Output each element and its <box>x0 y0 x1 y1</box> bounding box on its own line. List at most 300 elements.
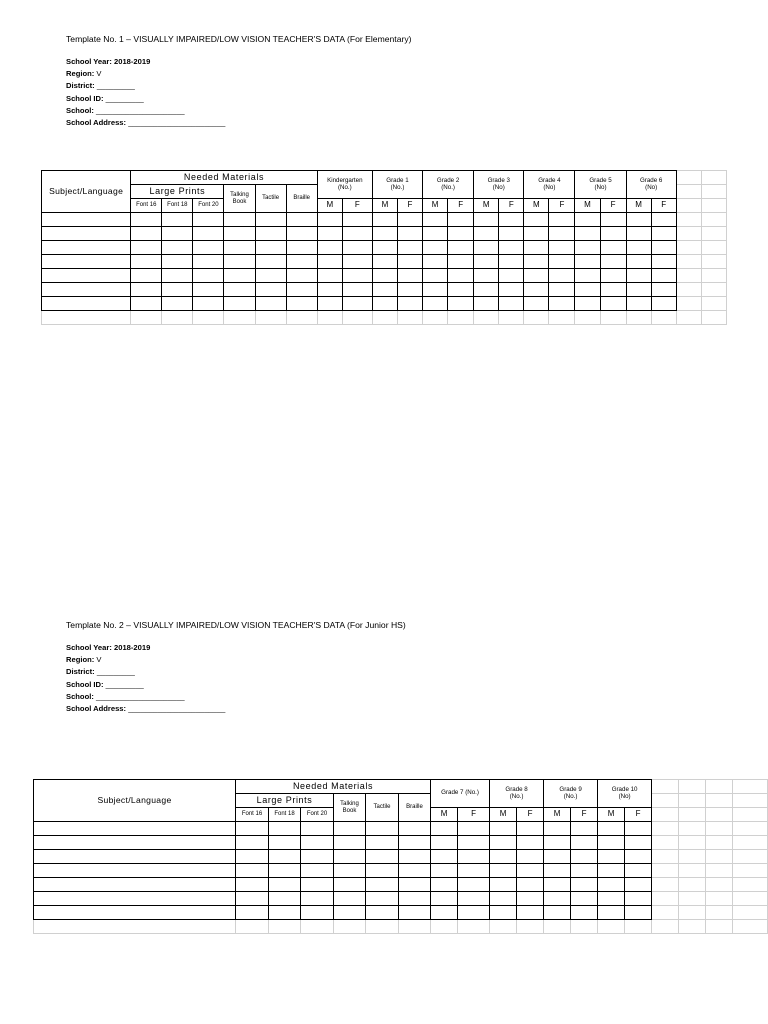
data-cell[interactable] <box>544 906 571 920</box>
data-cell[interactable] <box>342 227 372 241</box>
data-cell[interactable] <box>571 836 598 850</box>
data-cell[interactable] <box>342 283 372 297</box>
data-cell[interactable] <box>301 878 334 892</box>
data-cell[interactable] <box>224 227 255 241</box>
data-cell[interactable] <box>490 836 517 850</box>
data-cell[interactable] <box>399 822 431 836</box>
data-cell[interactable] <box>517 878 544 892</box>
data-cell[interactable] <box>517 836 544 850</box>
data-cell[interactable] <box>626 241 651 255</box>
data-cell[interactable] <box>600 241 626 255</box>
data-cell[interactable] <box>162 297 193 311</box>
grade-header <box>544 780 598 808</box>
data-cell[interactable] <box>448 297 474 311</box>
data-cell[interactable] <box>162 213 193 227</box>
data-cell[interactable] <box>600 297 626 311</box>
data-cell[interactable] <box>448 227 474 241</box>
subject-cell[interactable] <box>42 227 131 241</box>
data-cell[interactable] <box>372 269 397 283</box>
data-cell[interactable] <box>423 297 448 311</box>
data-cell[interactable] <box>517 906 544 920</box>
data-cell[interactable] <box>301 892 334 906</box>
data-cell[interactable] <box>575 227 600 241</box>
data-cell[interactable] <box>598 892 625 906</box>
data-cell[interactable] <box>399 850 431 864</box>
data-cell[interactable] <box>474 213 499 227</box>
data-cell[interactable] <box>269 892 301 906</box>
data-cell[interactable] <box>255 213 286 227</box>
data-cell[interactable] <box>651 269 676 283</box>
data-cell[interactable] <box>397 227 422 241</box>
school-label: School: <box>66 691 94 701</box>
data-cell[interactable] <box>193 227 224 241</box>
trailing-row <box>34 920 768 934</box>
data-cell[interactable] <box>544 878 571 892</box>
data-cell[interactable] <box>458 822 490 836</box>
data-cell[interactable] <box>131 283 162 297</box>
data-cell[interactable] <box>342 213 372 227</box>
data-cell[interactable] <box>524 283 549 297</box>
data-cell[interactable] <box>490 850 517 864</box>
data-cell[interactable] <box>372 227 397 241</box>
data-cell[interactable] <box>549 297 575 311</box>
data-cell[interactable] <box>651 297 676 311</box>
address-label: School Address: <box>66 704 127 714</box>
data-cell[interactable] <box>269 878 301 892</box>
data-cell[interactable] <box>162 269 193 283</box>
data-cell[interactable] <box>474 255 499 269</box>
data-cell[interactable] <box>255 227 286 241</box>
data-cell[interactable] <box>269 836 301 850</box>
data-cell[interactable] <box>524 241 549 255</box>
data-cell[interactable] <box>600 255 626 269</box>
school-id-blank: _________ <box>105 679 144 689</box>
empty-cell <box>676 283 701 297</box>
subject-language-header: Subject/Language <box>42 171 131 213</box>
data-cell[interactable] <box>651 283 676 297</box>
data-cell[interactable] <box>224 283 255 297</box>
data-cell[interactable] <box>236 836 269 850</box>
data-cell[interactable] <box>342 297 372 311</box>
data-cell[interactable] <box>269 906 301 920</box>
data-cell[interactable] <box>490 822 517 836</box>
data-cell[interactable] <box>334 892 366 906</box>
data-cell[interactable] <box>431 906 458 920</box>
data-cell[interactable] <box>474 269 499 283</box>
subject-cell[interactable] <box>42 283 131 297</box>
data-cell[interactable] <box>236 878 269 892</box>
data-cell[interactable] <box>598 906 625 920</box>
data-cell[interactable] <box>193 283 224 297</box>
data-cell[interactable] <box>490 906 517 920</box>
data-cell[interactable] <box>544 864 571 878</box>
data-cell[interactable] <box>269 864 301 878</box>
data-cell[interactable] <box>255 241 286 255</box>
data-cell[interactable] <box>255 283 286 297</box>
data-cell[interactable] <box>571 878 598 892</box>
data-cell[interactable] <box>625 836 652 850</box>
braille-header: Braille <box>399 794 431 822</box>
data-cell[interactable] <box>571 906 598 920</box>
data-cell[interactable] <box>499 283 524 297</box>
empty-cell <box>679 892 706 906</box>
data-cell[interactable] <box>423 269 448 283</box>
data-cell[interactable] <box>224 241 255 255</box>
data-cell[interactable] <box>575 297 600 311</box>
empty-cell <box>679 794 706 808</box>
data-cell[interactable] <box>499 297 524 311</box>
data-cell[interactable] <box>224 297 255 311</box>
grade-unit: (No.) <box>441 183 455 191</box>
empty-cell <box>679 836 706 850</box>
empty-cell <box>701 297 726 311</box>
data-cell[interactable] <box>236 892 269 906</box>
data-cell[interactable] <box>431 850 458 864</box>
data-cell[interactable] <box>575 213 600 227</box>
data-cell[interactable] <box>458 864 490 878</box>
empty-cell <box>652 822 679 836</box>
data-cell[interactable] <box>269 822 301 836</box>
data-cell[interactable] <box>600 227 626 241</box>
data-cell[interactable] <box>423 241 448 255</box>
data-cell[interactable] <box>131 269 162 283</box>
data-cell[interactable] <box>366 892 399 906</box>
data-cell[interactable] <box>317 241 342 255</box>
data-cell[interactable] <box>499 213 524 227</box>
data-cell[interactable] <box>269 850 301 864</box>
data-cell[interactable] <box>524 227 549 241</box>
data-cell[interactable] <box>317 213 342 227</box>
data-cell[interactable] <box>490 892 517 906</box>
data-cell[interactable] <box>544 822 571 836</box>
data-cell[interactable] <box>458 878 490 892</box>
grade-name: Grade 9 <box>559 786 582 793</box>
data-cell[interactable] <box>193 269 224 283</box>
empty-cell <box>701 213 726 227</box>
district-line <box>66 80 225 92</box>
data-cell[interactable] <box>236 864 269 878</box>
data-cell[interactable] <box>162 255 193 269</box>
data-cell[interactable] <box>448 283 474 297</box>
data-cell[interactable] <box>255 269 286 283</box>
school-id-line <box>66 93 225 105</box>
empty-cell <box>676 297 701 311</box>
data-cell[interactable] <box>399 892 431 906</box>
empty-cell <box>701 269 726 283</box>
data-cell[interactable] <box>301 836 334 850</box>
data-cell[interactable] <box>600 269 626 283</box>
data-cell[interactable] <box>549 213 575 227</box>
data-cell[interactable] <box>524 213 549 227</box>
subject-cell[interactable] <box>34 850 236 864</box>
data-cell[interactable] <box>397 255 422 269</box>
data-cell[interactable] <box>286 297 317 311</box>
data-cell[interactable] <box>625 822 652 836</box>
data-cell[interactable] <box>301 906 334 920</box>
data-cell[interactable] <box>598 850 625 864</box>
subject-cell[interactable] <box>34 878 236 892</box>
data-cell[interactable] <box>625 878 652 892</box>
data-cell[interactable] <box>193 297 224 311</box>
data-cell[interactable] <box>549 283 575 297</box>
data-cell[interactable] <box>499 241 524 255</box>
data-cell[interactable] <box>517 864 544 878</box>
data-cell[interactable] <box>193 241 224 255</box>
data-cell[interactable] <box>224 269 255 283</box>
female-header: F <box>342 199 372 213</box>
data-cell[interactable] <box>317 269 342 283</box>
data-cell[interactable] <box>458 850 490 864</box>
data-cell[interactable] <box>626 227 651 241</box>
data-cell[interactable] <box>397 213 422 227</box>
grade-name: Grade 6 <box>639 177 663 184</box>
data-cell[interactable] <box>524 269 549 283</box>
data-cell[interactable] <box>162 227 193 241</box>
empty-cell <box>706 864 733 878</box>
data-cell[interactable] <box>334 864 366 878</box>
data-cell[interactable] <box>651 227 676 241</box>
data-cell[interactable] <box>448 213 474 227</box>
data-cell[interactable] <box>397 297 422 311</box>
data-cell[interactable] <box>598 878 625 892</box>
subject-cell[interactable] <box>34 822 236 836</box>
school-year-label: School Year: <box>66 643 112 652</box>
data-cell[interactable] <box>598 822 625 836</box>
data-cell[interactable] <box>131 227 162 241</box>
data-cell[interactable] <box>474 227 499 241</box>
data-cell[interactable] <box>317 255 342 269</box>
data-cell[interactable] <box>397 283 422 297</box>
data-cell[interactable] <box>372 213 397 227</box>
data-cell[interactable] <box>286 241 317 255</box>
data-cell[interactable] <box>571 864 598 878</box>
data-cell[interactable] <box>490 878 517 892</box>
data-cell[interactable] <box>301 822 334 836</box>
data-cell[interactable] <box>625 892 652 906</box>
subject-cell[interactable] <box>42 297 131 311</box>
grade-header <box>626 171 676 199</box>
data-cell[interactable] <box>334 850 366 864</box>
data-cell[interactable] <box>499 269 524 283</box>
data-cell[interactable] <box>549 269 575 283</box>
data-cell[interactable] <box>458 892 490 906</box>
data-cell[interactable] <box>399 864 431 878</box>
data-cell[interactable] <box>626 283 651 297</box>
data-cell[interactable] <box>342 255 372 269</box>
data-cell[interactable] <box>575 241 600 255</box>
empty-cell <box>701 283 726 297</box>
data-cell[interactable] <box>286 283 317 297</box>
data-cell[interactable] <box>423 283 448 297</box>
data-cell[interactable] <box>431 892 458 906</box>
data-cell[interactable] <box>448 255 474 269</box>
empty-cell <box>679 850 706 864</box>
data-cell[interactable] <box>131 255 162 269</box>
data-cell[interactable] <box>334 878 366 892</box>
data-cell[interactable] <box>286 269 317 283</box>
book-label: Book <box>232 198 247 205</box>
data-cell[interactable] <box>625 850 652 864</box>
empty-cell <box>733 850 768 864</box>
grade-name: Kindergarten <box>327 177 363 184</box>
school-blank: _____________________ <box>95 105 185 115</box>
data-cell[interactable] <box>517 892 544 906</box>
data-cell[interactable] <box>286 255 317 269</box>
data-cell[interactable] <box>474 283 499 297</box>
data-cell[interactable] <box>372 241 397 255</box>
data-cell[interactable] <box>286 213 317 227</box>
data-cell[interactable] <box>342 241 372 255</box>
data-cell[interactable] <box>301 864 334 878</box>
data-cell[interactable] <box>626 269 651 283</box>
data-cell[interactable] <box>301 850 334 864</box>
data-cell[interactable] <box>162 241 193 255</box>
data-cell[interactable] <box>448 269 474 283</box>
data-cell[interactable] <box>626 297 651 311</box>
data-cell[interactable] <box>458 906 490 920</box>
data-cell[interactable] <box>490 864 517 878</box>
data-cell[interactable] <box>317 283 342 297</box>
data-cell[interactable] <box>372 283 397 297</box>
data-cell[interactable] <box>366 878 399 892</box>
data-cell[interactable] <box>366 906 399 920</box>
data-cell[interactable] <box>236 906 269 920</box>
data-cell[interactable] <box>571 892 598 906</box>
data-cell[interactable] <box>131 213 162 227</box>
data-cell[interactable] <box>499 227 524 241</box>
data-cell[interactable] <box>431 878 458 892</box>
data-cell[interactable] <box>397 269 422 283</box>
subject-cell[interactable] <box>42 269 131 283</box>
data-cell[interactable] <box>366 864 399 878</box>
empty-cell <box>701 171 726 185</box>
data-cell[interactable] <box>423 255 448 269</box>
data-cell[interactable] <box>517 822 544 836</box>
data-cell[interactable] <box>423 213 448 227</box>
data-cell[interactable] <box>334 906 366 920</box>
data-cell[interactable] <box>372 255 397 269</box>
female-header: F <box>397 199 422 213</box>
data-cell[interactable] <box>524 255 549 269</box>
data-cell[interactable] <box>399 836 431 850</box>
school-year-value: 2018-2019 <box>114 57 151 66</box>
empty-cell <box>652 780 679 794</box>
region-label: Region: <box>66 69 95 79</box>
data-cell[interactable] <box>286 227 317 241</box>
data-cell[interactable] <box>625 906 652 920</box>
data-cell[interactable] <box>399 878 431 892</box>
data-cell[interactable] <box>236 850 269 864</box>
data-cell[interactable] <box>397 241 422 255</box>
data-cell[interactable] <box>423 227 448 241</box>
data-cell[interactable] <box>193 255 224 269</box>
data-cell[interactable] <box>598 836 625 850</box>
data-cell[interactable] <box>372 297 397 311</box>
data-cell[interactable] <box>255 297 286 311</box>
data-cell[interactable] <box>193 213 224 227</box>
data-cell[interactable] <box>544 850 571 864</box>
subject-cell[interactable] <box>42 255 131 269</box>
data-rows <box>34 822 768 920</box>
data-cell[interactable] <box>366 836 399 850</box>
address-line <box>66 703 225 715</box>
data-cell[interactable] <box>334 836 366 850</box>
data-cell[interactable] <box>458 836 490 850</box>
trailing-row <box>42 311 727 325</box>
data-cell[interactable] <box>544 892 571 906</box>
data-cell[interactable] <box>255 255 286 269</box>
subject-cell[interactable] <box>34 892 236 906</box>
subject-cell[interactable] <box>42 241 131 255</box>
data-cell[interactable] <box>575 269 600 283</box>
data-cell[interactable] <box>571 850 598 864</box>
data-cell[interactable] <box>549 255 575 269</box>
data-cell[interactable] <box>399 906 431 920</box>
data-cell[interactable] <box>499 255 524 269</box>
data-cell[interactable] <box>474 297 499 311</box>
data-cell[interactable] <box>334 822 366 836</box>
empty-cell <box>676 185 701 199</box>
data-cell[interactable] <box>575 283 600 297</box>
data-cell[interactable] <box>366 822 399 836</box>
female-header: F <box>600 199 626 213</box>
male-header: M <box>372 199 397 213</box>
data-cell[interactable] <box>600 213 626 227</box>
font20-header: Font 20 <box>301 808 334 822</box>
data-cell[interactable] <box>600 283 626 297</box>
data-cell[interactable] <box>317 227 342 241</box>
data-cell[interactable] <box>431 864 458 878</box>
subject-cell[interactable] <box>34 836 236 850</box>
data-cell[interactable] <box>131 241 162 255</box>
data-cell[interactable] <box>431 836 458 850</box>
data-cell[interactable] <box>448 241 474 255</box>
data-cell[interactable] <box>626 255 651 269</box>
empty-cell <box>652 850 679 864</box>
data-cell[interactable] <box>236 822 269 836</box>
data-cell[interactable] <box>517 850 544 864</box>
grade-header <box>372 171 422 199</box>
font20-header: Font 20 <box>193 199 224 213</box>
data-cell[interactable] <box>651 255 676 269</box>
data-cell[interactable] <box>474 241 499 255</box>
data-cell[interactable] <box>544 836 571 850</box>
data-cell[interactable] <box>625 864 652 878</box>
data-cell[interactable] <box>626 213 651 227</box>
data-cell[interactable] <box>549 241 575 255</box>
data-cell[interactable] <box>651 241 676 255</box>
data-cell[interactable] <box>224 255 255 269</box>
data-cell[interactable] <box>651 213 676 227</box>
data-cell[interactable] <box>598 864 625 878</box>
data-cell[interactable] <box>571 822 598 836</box>
data-cell[interactable] <box>431 822 458 836</box>
data-cell[interactable] <box>131 297 162 311</box>
book-label: Book <box>342 807 357 814</box>
data-cell[interactable] <box>549 227 575 241</box>
subject-cell[interactable] <box>34 864 236 878</box>
data-cell[interactable] <box>575 255 600 269</box>
subject-cell[interactable] <box>34 906 236 920</box>
data-cell[interactable] <box>342 269 372 283</box>
subject-cell[interactable] <box>42 213 131 227</box>
data-cell[interactable] <box>366 850 399 864</box>
data-cell[interactable] <box>224 213 255 227</box>
data-cell[interactable] <box>317 297 342 311</box>
empty-cell <box>733 836 768 850</box>
data-cell[interactable] <box>524 297 549 311</box>
data-cell[interactable] <box>162 283 193 297</box>
